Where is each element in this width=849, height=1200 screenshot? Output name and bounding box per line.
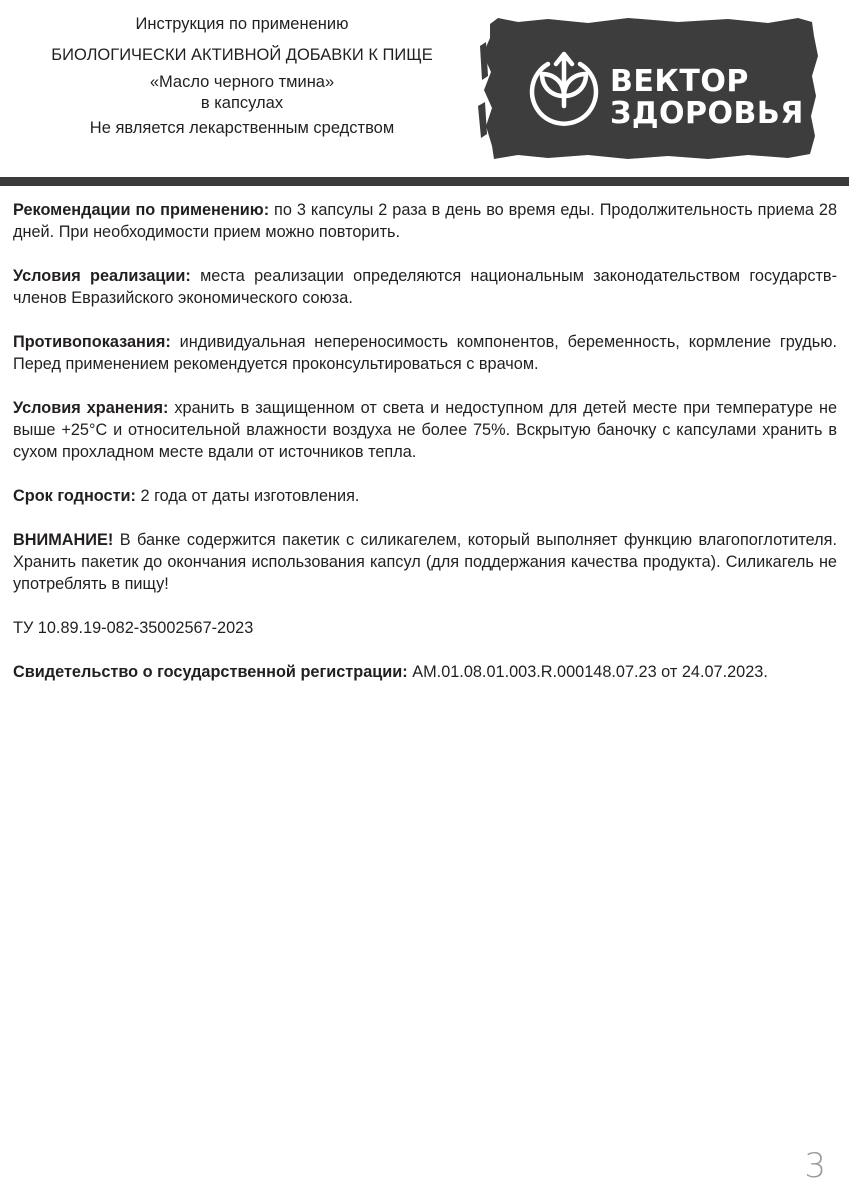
section-shelf-life	[13, 485, 837, 507]
product-form: в капсулах	[200, 94, 284, 112]
sprout-arrow-icon	[528, 50, 600, 128]
header-title-block	[0, 14, 484, 138]
section-text: AM.01.08.01.003.R.000148.07.23 от 24.07.2023.	[407, 663, 768, 681]
section-storage	[13, 397, 837, 463]
section-text: ТУ 10.89.19-082-35002567-2023	[13, 619, 254, 637]
section-label: Условия хранения:	[13, 399, 169, 417]
logo-word-zdorovya: ЗДОРОВЬЯ	[610, 96, 804, 131]
section-text: по 3 капсулы 2 раза в день во время еды. Продолжительность приема 28 дней. При необходимости прием можно повторить.	[13, 201, 838, 241]
page-number: 3	[804, 1146, 826, 1186]
section-text: места реализации определяются национальным законодательством государств-членов Евразийского экономического союза.	[13, 267, 837, 307]
section-label: Противопоказания:	[13, 333, 171, 351]
product-category: БИОЛОГИЧЕСКИ АКТИВНОЙ ДОБАВКИ К ПИЩЕ	[51, 46, 433, 64]
brand-logo	[478, 16, 820, 161]
header-divider	[0, 177, 849, 186]
product-name: «Масло черного тмина»	[149, 73, 335, 91]
section-label: Срок годности:	[13, 487, 136, 505]
section-sales-conditions	[13, 265, 837, 309]
section-label: Условия реализации:	[13, 267, 191, 285]
section-usage	[13, 199, 837, 243]
section-attention	[13, 529, 837, 595]
logo-word-vektor: ВЕКТОР	[610, 64, 749, 99]
section-registration	[13, 661, 837, 683]
section-label: Рекомендации по применению:	[13, 201, 270, 219]
section-label: Свидетельство о государственной регистрации:	[13, 663, 408, 681]
section-label: ВНИМАНИЕ!	[13, 531, 114, 549]
section-text: В банке содержится пакетик с силикагелем, который выполняет функцию влагопоглотителя. Хранить пакетик до окончания использования капсул (для поддержания качества продукта). Силикагель не употреблять в пищу!	[13, 531, 837, 593]
section-text: индивидуальная непереносимость компонентов, беременность, кормление грудью. Перед применением рекомендуется проконсультироваться с врачом.	[13, 333, 837, 373]
instruction-body	[13, 199, 837, 705]
instruction-title: Инструкция по применению	[135, 15, 349, 33]
section-contraindications	[13, 331, 837, 375]
section-text: хранить в защищенном от света и недоступном для детей месте при температуре не выше +25°С и относительной влажности воздуха не более 75%. Вскрытую баночку с капсулами хранить в сухом прохладном месте вдали от источников тепла.	[13, 399, 838, 461]
section-tu	[13, 617, 837, 639]
page-header	[0, 0, 849, 178]
disclaimer: Не является лекарственным средством	[89, 119, 395, 137]
section-text: 2 года от даты изготовления.	[135, 487, 360, 505]
